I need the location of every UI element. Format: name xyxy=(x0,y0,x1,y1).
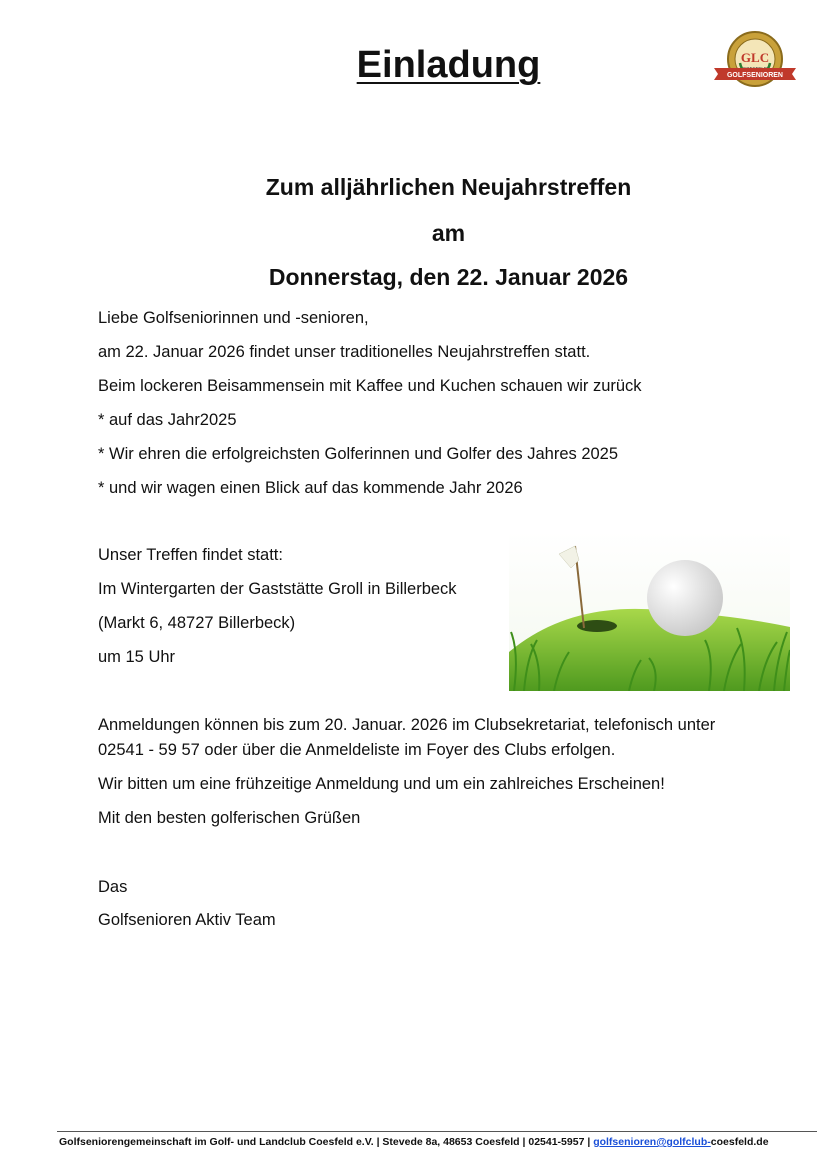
signature-line-2: Golfsenioren Aktiv Team xyxy=(98,911,276,929)
logo-ribbon-text: GOLFSENIOREN xyxy=(726,72,784,79)
footer-email-rest: coesfeld.de xyxy=(710,1136,769,1148)
heading-date: Donnerstag, den 22. Januar 2026 xyxy=(268,264,629,290)
golf-ball xyxy=(647,560,723,636)
venue-time: um 15 Uhr xyxy=(98,648,176,666)
bullet-2: * Wir ehren die erfolgreichsten Golferinnen und Golfer des Jahres 2025 xyxy=(98,445,619,463)
signature-line-1: Das xyxy=(98,878,128,896)
intro-line-2: Beim lockeren Beisammensein mit Kaffee und Kuchen schauen wir zurück xyxy=(98,377,642,395)
registration-line-1: Anmeldungen können bis zum 20. Januar. 2026 im Clubsekretariat, telefonisch unter xyxy=(98,716,716,734)
heading-event: Zum alljährlichen Neujahrstreffen xyxy=(265,174,632,200)
footer-divider xyxy=(57,1131,817,1132)
venue-place: Im Wintergarten der Gaststätte Groll in Billerbeck xyxy=(98,580,457,598)
footer xyxy=(59,1136,769,1148)
footer-text: Golfseniorengemeinschaft im Golf- und Landclub Coesfeld e.V. | Stevede 8a, 48653 Coesfeld | 02541-5957 | xyxy=(59,1136,594,1148)
footer-email-link[interactable]: golfsenioren@golfclub- xyxy=(593,1136,711,1148)
club-logo xyxy=(712,30,798,96)
venue-address: (Markt 6, 48727 Billerbeck) xyxy=(98,614,296,632)
bullet-1: * auf das Jahr2025 xyxy=(98,411,237,429)
intro-line-1: am 22. Januar 2026 findet unser traditionelles Neujahrstreffen statt. xyxy=(98,343,591,361)
greeting: Liebe Golfseniorinnen und -senioren, xyxy=(98,309,369,327)
logo-glc-text: GLC xyxy=(740,50,770,65)
closing-greeting: Mit den besten golferischen Grüßen xyxy=(98,809,361,827)
golf-ball-image xyxy=(509,532,790,691)
bullet-3: * und wir wagen einen Blick auf das kommende Jahr 2026 xyxy=(98,479,523,497)
venue-label: Unser Treffen findet statt: xyxy=(98,546,283,564)
heading-am: am xyxy=(431,220,466,246)
registration-request: Wir bitten um eine frühzeitige Anmeldung und um ein zahlreiches Erscheinen! xyxy=(98,775,665,793)
page-title: Einladung xyxy=(356,44,541,86)
registration-line-2: 02541 - 59 57 oder über die Anmeldeliste im Foyer des Clubs erfolgen. xyxy=(98,741,616,759)
